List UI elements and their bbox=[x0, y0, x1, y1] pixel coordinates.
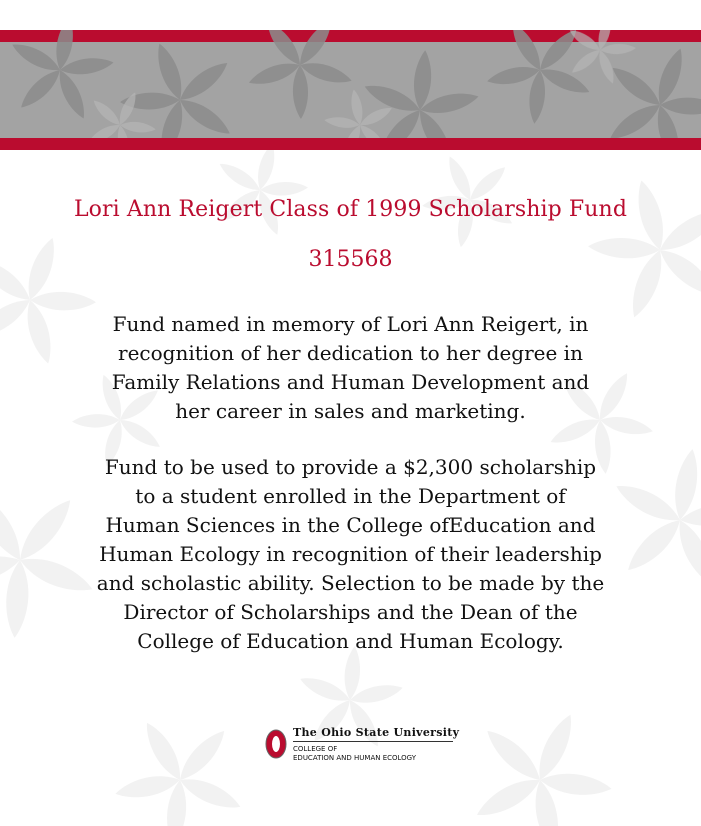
college-line: EDUCATION AND HUMAN ECOLOGY bbox=[293, 754, 417, 762]
osu-ehe-logo bbox=[265, 726, 465, 772]
text-line: College of Education and Human Ecology. bbox=[137, 629, 564, 653]
text-line: Human Ecology in recognition of their leadership bbox=[99, 542, 602, 566]
header-banner bbox=[0, 30, 701, 150]
college-name bbox=[293, 745, 416, 763]
text-line: Fund to be used to provide a $2,300 scholarship bbox=[104, 455, 597, 479]
college-line: COLLEGE OF bbox=[293, 745, 338, 753]
text-line: and scholastic ability. Selection to be made by the bbox=[96, 571, 605, 595]
fund-number: 315568 bbox=[308, 247, 393, 272]
text-line: Human Sciences in the College ofEducation and bbox=[105, 513, 596, 537]
logo-divider bbox=[293, 741, 453, 742]
text-line: her career in sales and marketing. bbox=[175, 399, 526, 423]
text-line: Director of Scholarships and the Dean of the bbox=[123, 600, 578, 624]
text-line: recognition of her dedication to her degree in bbox=[118, 341, 583, 365]
text-line: Fund named in memory of Lori Ann Reigert, in bbox=[112, 312, 589, 336]
block-o-icon bbox=[265, 729, 287, 759]
fund-title: Lori Ann Reigert Class of 1999 Scholarship Fund bbox=[73, 197, 628, 222]
text-line: to a student enrolled in the Department of bbox=[135, 484, 566, 508]
fund-usage bbox=[40, 453, 661, 656]
university-name: The Ohio State University bbox=[293, 726, 460, 739]
text-line: Family Relations and Human Development and bbox=[111, 370, 590, 394]
fund-description bbox=[40, 310, 661, 426]
